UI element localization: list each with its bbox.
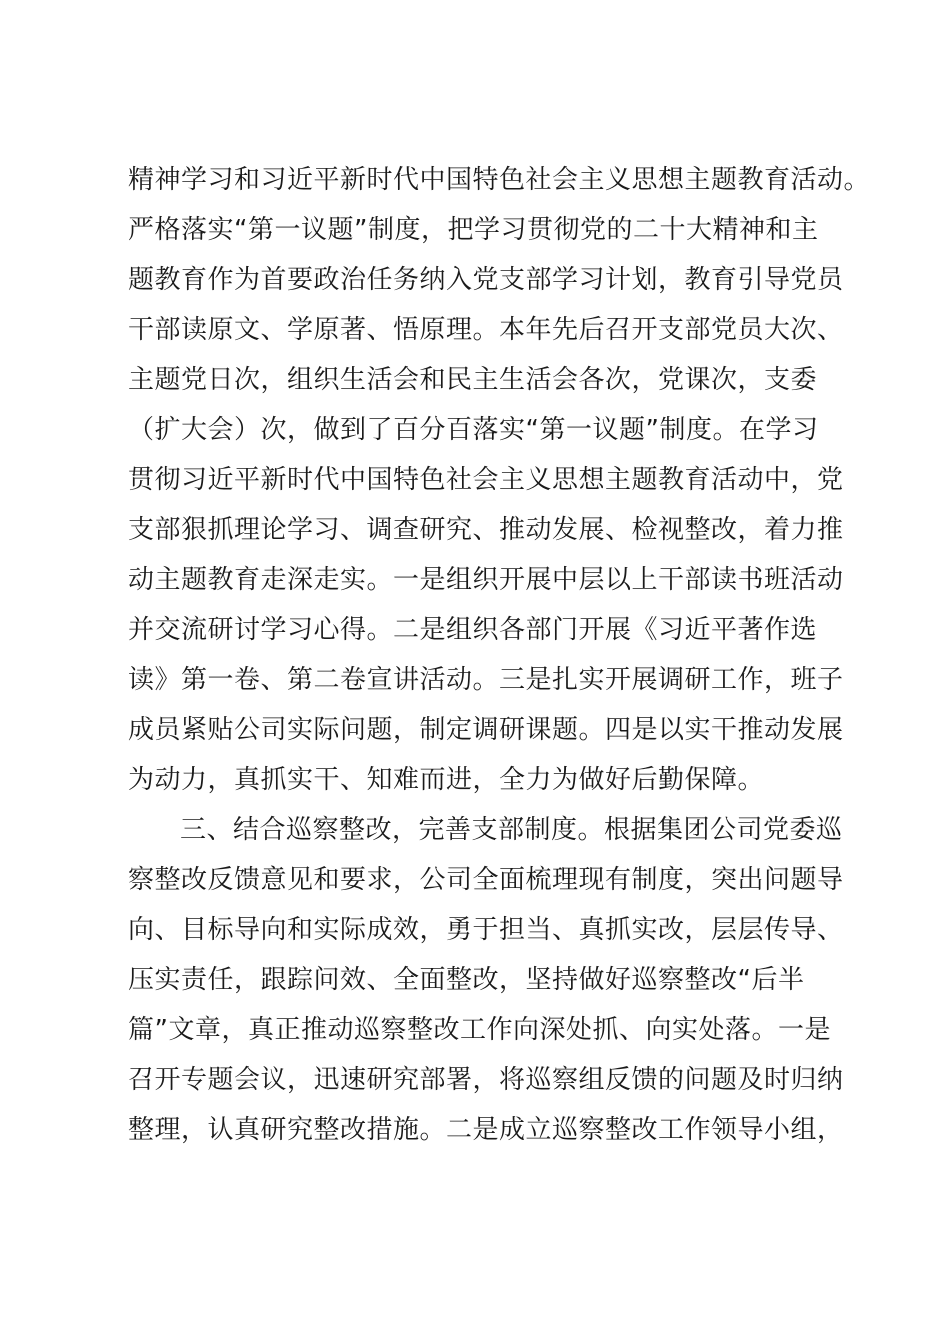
section-heading-line: 三、结合巡察整改，完善支部制度。根据集团公司党委巡 [180,815,843,845]
text-line: 干部读原文、学原著、悟原理。本年先后召开支部党员大次、 [128,315,844,345]
text-line: 成员紧贴公司实际问题，制定调研课题。四是以实干推动发展 [128,715,844,745]
text-line: 严格落实“第一议题”制度，把学习贯彻党的二十大精神和主 [128,215,819,245]
text-line: 压实责任，跟踪问效、全面整改，坚持做好巡察整改“后半 [128,965,805,995]
text-line: 向、目标导向和实际成效，勇于担当、真抓实改，层层传导、 [128,915,844,945]
text-line: 动主题教育走深走实。一是组织开展中层以上干部读书班活动 [128,565,844,595]
text-line: 读》第一卷、第二卷宣讲活动。三是扎实开展调研工作，班子 [128,665,844,695]
text-line: 为动力，真抓实干、知难而进，全力为做好后勤保障。 [128,765,765,795]
text-line: 贯彻习近平新时代中国特色社会主义思想主题教育活动中，党 [128,465,844,495]
text-line: 支部狠抓理论学习、调查研究、推动发展、检视整改，着力推 [128,515,844,545]
text-line: 整理，认真研究整改措施。二是成立巡察整改工作领导小组， [128,1115,844,1145]
text-line: 篇”文章，真正推动巡察整改工作向深处抓、向实处落。一是 [128,1015,831,1045]
text-line: 并交流研讨学习心得。二是组织各部门开展《习近平著作选 [128,615,818,645]
text-line: 主题党日次，组织生活会和民主生活会各次，党课次，支委 [128,365,818,395]
text-line: 察整改反馈意见和要求，公司全面梳理现有制度，突出问题导 [128,865,844,895]
text-line: 精神学习和习近平新时代中国特色社会主义思想主题教育活动。 [128,165,871,195]
text-line: 题教育作为首要政治任务纳入党支部学习计划，教育引导党员 [128,265,844,295]
text-line: （扩大会）次，做到了百分百落实“第一议题”制度。在学习 [128,415,819,445]
text-line: 召开专题会议，迅速研究部署，将巡察组反馈的问题及时归纳 [128,1065,844,1095]
